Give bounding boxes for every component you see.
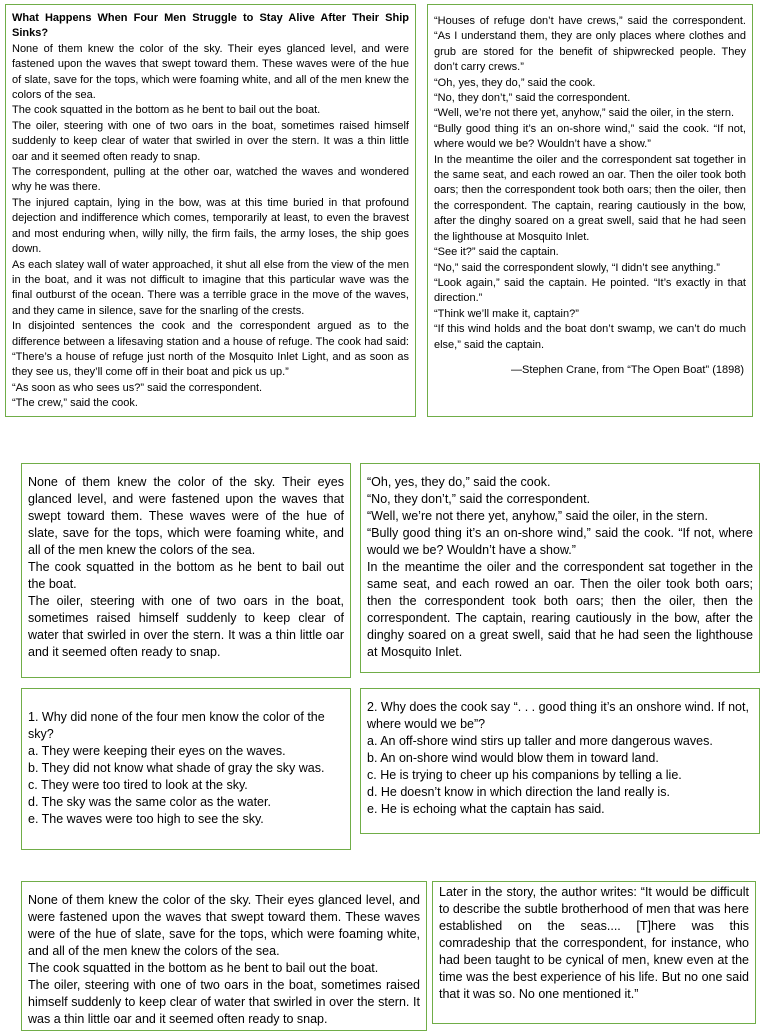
answer-option: b. They did not know what shade of gray the sky was.: [28, 761, 325, 775]
excerpt-paragraph: Later in the story, the author writes: “It would be difficult to describe the subtle brotherhood of men that was here established on the seas.... [T]here was this comradeship that the correspondent, for instance, who had been taught to be cynical of men, knew even at the time was the best experience of his life. But no one said that it was so. No one mentioned it.”: [439, 885, 749, 1001]
answer-option: e. The waves were too high to see the sky.: [28, 812, 264, 826]
excerpt-paragraph: In the meantime the oiler and the correspondent sat together in the same seat, and each rowed an oar. Then the oiler took both oars; then the correspondent took both oars; then the oiler, then the correspondent. The captain, rearing cautiously in the bow, after the dinghy soared on a great swell, said that he had seen the lighthouse at Mosquito Inlet.: [367, 560, 753, 659]
excerpt-box-mid-left: [21, 463, 351, 678]
passage-paragraph: “If this wind holds and the boat don’t swamp, we can’t do much else,” said the captain.: [434, 323, 746, 351]
passage-paragraph: As each slatey wall of water approached, it shut all else from the view of the men in the boat, and it was not difficult to imagine that this particular wave was the final outburst of the ocean. There was a terrible grace in the move of the waves, and they came in silence, save for the snarling of the crests.: [12, 258, 409, 317]
answer-option: a. An off-shore wind stirs up taller and more dangerous waves.: [367, 734, 713, 748]
excerpt-paragraph: “No, they don’t,” said the correspondent.: [367, 492, 591, 506]
passage-paragraph: The oiler, steering with one of two oars in the boat, sometimes raised himself suddenly to keep clear of water that swirled in over the stern. It was a thin little oar and it seemed often ready to snap.: [12, 119, 409, 163]
excerpt-paragraph: The cook squatted in the bottom as he bent to bail out the boat.: [28, 560, 344, 591]
passage-paragraph: The correspondent, pulling at the other oar, watched the waves and wondered why he was there.: [12, 166, 409, 194]
passage-paragraph: “See it?” said the captain.: [434, 246, 559, 259]
passage-paragraph: “The crew,” said the cook.: [12, 397, 138, 410]
excerpt-box-mid-right: [360, 463, 760, 673]
question-prompt: 1. Why did none of the four men know the color of the sky?: [28, 710, 325, 741]
answer-option: c. They were too tired to look at the sky.: [28, 778, 248, 792]
passage-paragraph: In the meantime the oiler and the correspondent sat together in the same seat, and each rowed an oar. Then the oiler took both oars; then the correspondent took both oars; then the oiler, then the correspondent. The captain, rearing cautiously in the bow, after the dinghy soared on a great swell, said that he had seen the lighthouse at Mosquito Inlet.: [434, 153, 746, 243]
answer-option: c. He is trying to cheer up his companions by telling a lie.: [367, 768, 682, 782]
passage-paragraph: “Look again,” said the captain. He pointed. “It’s exactly in that direction.”: [434, 276, 746, 305]
excerpt-paragraph: “Well, we’re not there yet, anyhow,” said the oiler, in the stern.: [367, 509, 708, 523]
passage-paragraph: “Oh, yes, they do,” said the cook.: [434, 76, 596, 89]
passage-paragraph: “Think we’ll make it, captain?”: [434, 307, 579, 320]
excerpt-paragraph: The oiler, steering with one of two oars in the boat, sometimes raised himself suddenly to keep clear of water that swirled in over the stern. It was a thin little oar and it seemed often ready to snap.: [28, 594, 344, 659]
question-box-2: [360, 688, 760, 834]
passage-paragraph: The cook squatted in the bottom as he bent to bail out the boat.: [12, 104, 321, 117]
answer-option: e. He is echoing what the captain has said.: [367, 802, 605, 816]
passage-box-top-right: [427, 4, 753, 417]
question-prompt: 2. Why does the cook say “. . . good thing it’s an onshore wind. If not, where would we be”?: [367, 700, 749, 731]
answer-option: a. They were keeping their eyes on the waves.: [28, 744, 286, 758]
answer-option: b. An on-shore wind would blow them in toward land.: [367, 751, 659, 765]
passage-paragraph: In disjointed sentences the cook and the correspondent argued as to the difference between a lifesaving station and a house of refuge. The cook had said: “There’s a house of refuge just north of the Mosquito Inlet Light, and as soon as they see us, they’ll come off in their boat and pick us up.”: [12, 320, 409, 379]
excerpt-paragraph: The oiler, steering with one of two oars in the boat, sometimes raised himself suddenly to keep clear of water that swirled in over the stern. It was a thin little oar and it seemed often ready to snap.: [28, 978, 420, 1026]
passage-title: What Happens When Four Men Struggle to Stay Alive After Their Ship Sinks?: [12, 12, 409, 40]
excerpt-paragraph: “Bully good thing it’s an on-shore wind,” said the cook. “If not, where would we be? Wouldn’t have a show.”: [367, 526, 753, 557]
passage-paragraph: The injured captain, lying in the bow, was at this time buried in that profound dejection and indifference which comes, temporarily at least, to even the bravest and most enduring when, willy nilly, the firm fails, the army loses, the ship goes down.: [12, 196, 409, 256]
passage-paragraph: “No,” said the correspondent slowly, “I didn’t see anything.”: [434, 261, 720, 274]
excerpt-paragraph: None of them knew the color of the sky. Their eyes glanced level, and were fastened upon the waves that swept toward them. These waves were of the hue of slate, save for the tops, which were foaming white, and all of the men knew the colors of the sea.: [28, 475, 344, 557]
passage-paragraph: “No, they don’t,” said the correspondent.: [434, 92, 631, 105]
excerpt-box-bottom-right: [432, 881, 756, 1024]
answer-option: d. The sky was the same color as the water.: [28, 795, 271, 809]
excerpt-paragraph: “Oh, yes, they do,” said the cook.: [367, 475, 551, 489]
answer-option: d. He doesn’t know in which direction the land really is.: [367, 785, 670, 799]
passage-paragraph: “Houses of refuge don’t have crews,” said the correspondent. “As I understand them, they are only places where clothes and grub are stored for the benefit of shipwrecked people. They don’t carry crews.”: [434, 15, 746, 74]
excerpt-paragraph: None of them knew the color of the sky. Their eyes glanced level, and were fastened upon the waves that swept toward them. These waves were of the hue of slate, save for the tops, which were foaming white, and all of the men knew the colors of the sea.: [28, 893, 420, 958]
passage-paragraph: “As soon as who sees us?” said the correspondent.: [12, 381, 263, 394]
excerpt-paragraph: The cook squatted in the bottom as he bent to bail out the boat.: [28, 961, 379, 975]
excerpt-box-bottom-left: [21, 881, 427, 1031]
passage-paragraph: “Well, we’re not there yet, anyhow,” said the oiler, in the stern.: [434, 107, 735, 120]
passage-paragraph: “Bully good thing it’s an on-shore wind,” said the cook. “If not, where would we be? Wouldn’t have a show.”: [434, 122, 746, 151]
attribution: —Stephen Crane, from “The Open Boat” (1898): [511, 363, 744, 376]
passage-box-top-left: [5, 4, 416, 417]
passage-paragraph: None of them knew the color of the sky. Their eyes glanced level, and were fastened upon the waves that swept toward them. These waves were of the hue of slate, save for the tops, which were foaming white, and all of the men knew the colors of the sea.: [12, 42, 409, 102]
question-box-1: [21, 688, 351, 850]
